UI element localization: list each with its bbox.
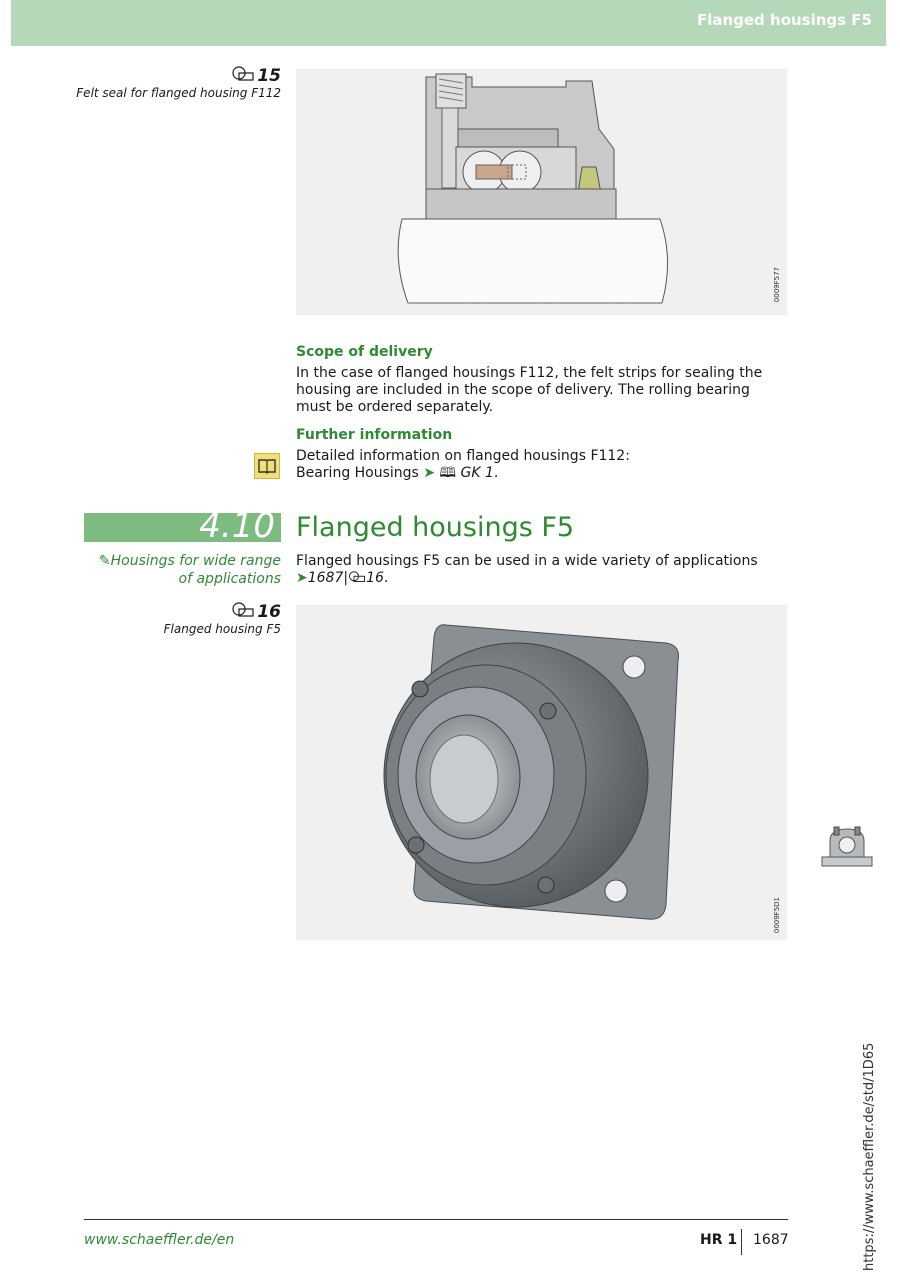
further-line2 [296, 465, 788, 482]
scope-heading: Scope of delivery [296, 344, 433, 360]
footer-url[interactable]: www.schaeffler.de/en [84, 1232, 235, 1248]
felt-seal-drawing [296, 69, 787, 315]
flanged-housing-drawing [296, 605, 787, 940]
book-icon [254, 453, 280, 479]
book-small-icon: 🕮 [439, 465, 457, 481]
vertical-url[interactable]: https://www.schaeffler.de/std/1D65 [862, 1042, 877, 1271]
section-intro-text: Flanged housings F5 can be used in a wide variety of applications [296, 553, 758, 569]
footer-code: HR 1 [700, 1232, 738, 1248]
section-intro [296, 553, 788, 587]
footer-page-number: 1687 [753, 1232, 789, 1248]
section-number: 4.10 [199, 506, 275, 546]
further-line1: Detailed information on flanged housings F112: [296, 448, 630, 464]
header-bar [11, 0, 886, 46]
scope-text: In the case of flanged housings F112, the felt strips for sealing the housing are included in the scope of delivery. The rolling bearing must be ordered separately. [296, 365, 763, 415]
section-number-bar [84, 506, 281, 546]
figure-icon [231, 602, 255, 618]
page-ref-link[interactable]: 1687 [307, 570, 344, 586]
figure-15-number [231, 66, 281, 86]
pencil-icon: ✎ [98, 553, 111, 569]
header-title: Flanged housings F5 [696, 11, 872, 29]
ref-separator: | [343, 570, 349, 586]
figure-icon [231, 66, 255, 82]
further-text [296, 448, 788, 482]
figure-16-number-text: 16 [257, 602, 281, 622]
arrow-icon: ➤ [296, 570, 308, 586]
section-title: Flanged housings F5 [296, 512, 575, 543]
footer-rule [84, 1219, 788, 1220]
further-heading: Further information [296, 427, 453, 443]
figure-16-code: 0009F5D1 [773, 897, 781, 934]
figure-15-number-text: 15 [257, 66, 281, 86]
section-intro-refs [296, 570, 788, 587]
figure-16-image [296, 605, 787, 940]
bearing-housing-icon [820, 823, 874, 869]
footer-separator [741, 1229, 742, 1255]
further-line2-suffix: . [493, 465, 499, 481]
figure-15-caption: Felt seal for flanged housing F112 [76, 86, 281, 100]
margin-note-line2: of applications [178, 571, 281, 587]
margin-note [99, 552, 281, 588]
arrow-icon: ➤ [423, 465, 436, 481]
figure-16-caption: Flanged housing F5 [163, 622, 281, 636]
figure-ref-link[interactable]: 16 [366, 570, 384, 586]
further-line2-prefix: Bearing Housings [296, 465, 419, 481]
figure-icon [348, 571, 366, 583]
ref-suffix: . [383, 570, 389, 586]
figure-15-code: 0009F577 [773, 267, 781, 303]
gk1-link[interactable]: GK 1 [460, 465, 494, 481]
figure-16-number [231, 602, 281, 622]
margin-note-line1: Housings for wide range [110, 553, 281, 569]
figure-15-image [296, 69, 787, 315]
